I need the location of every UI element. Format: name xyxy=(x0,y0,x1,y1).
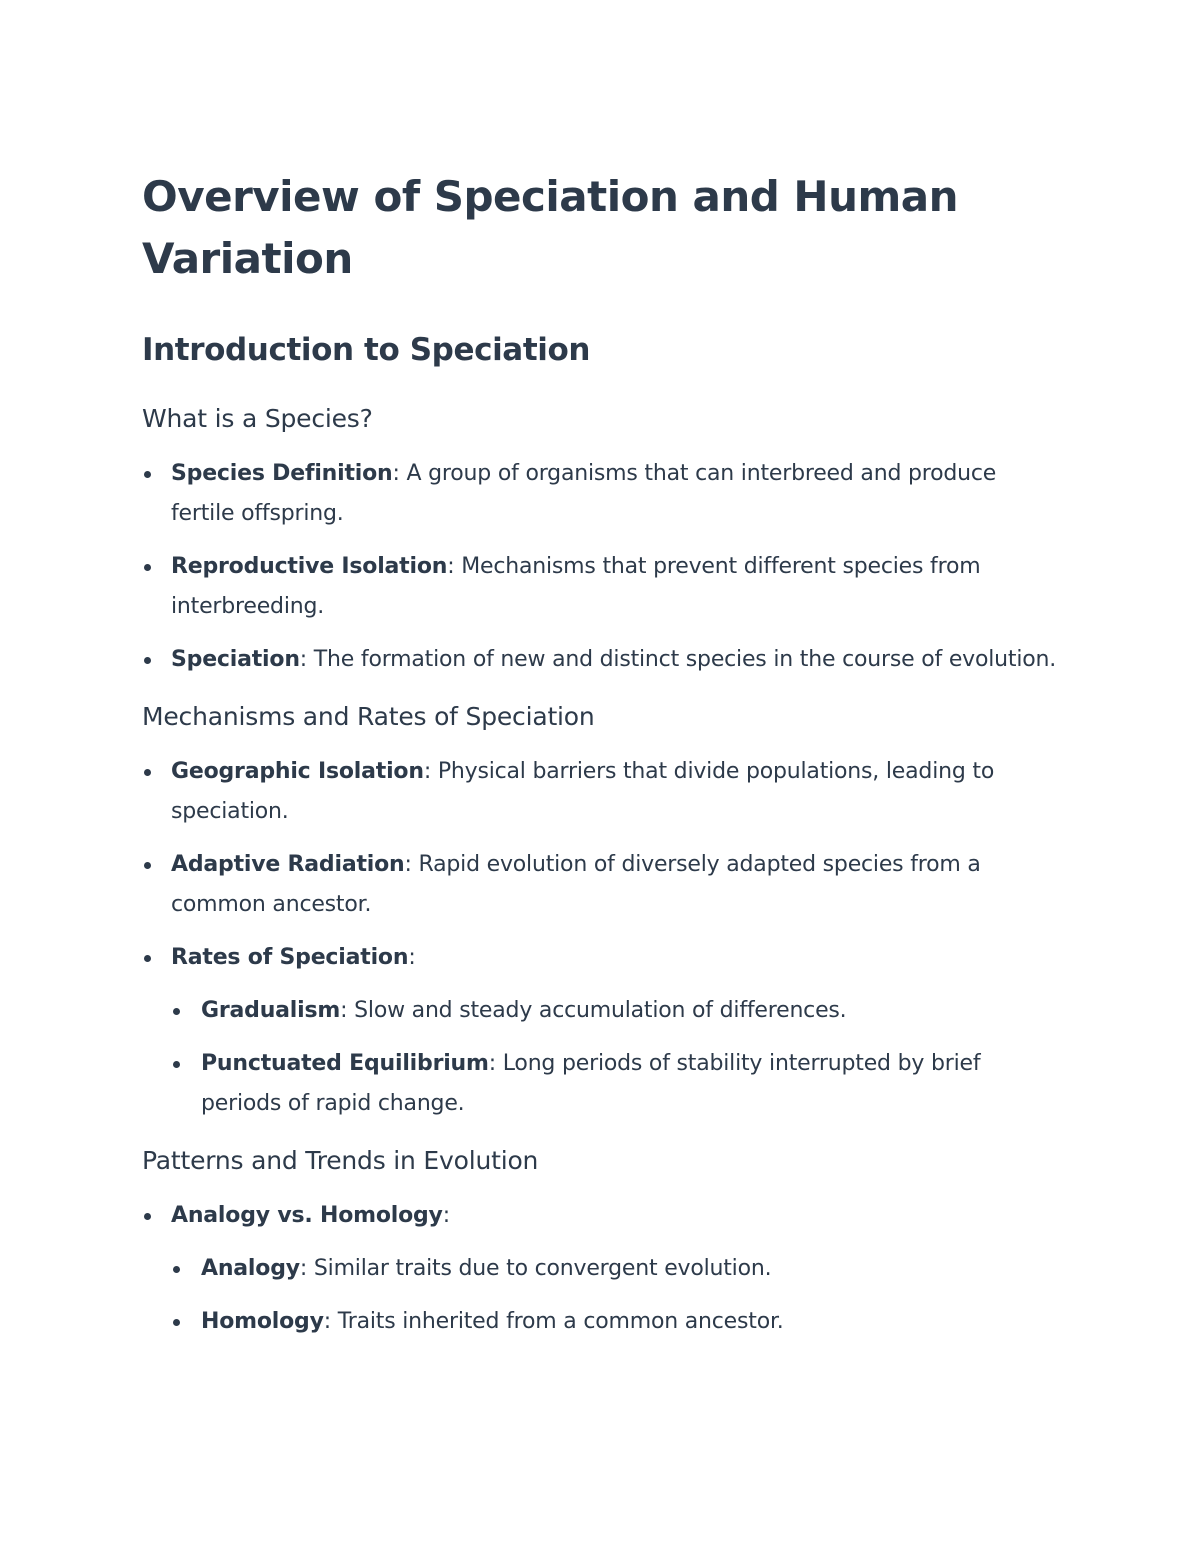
subsection-heading: What is a Species? xyxy=(142,404,373,433)
section-heading: Introduction to Speciation xyxy=(142,332,591,368)
term-separator: : xyxy=(299,1256,308,1281)
bullet-list xyxy=(142,1196,1062,1342)
term-separator: : xyxy=(340,998,348,1023)
term-label: Adaptive Radiation xyxy=(171,852,405,877)
item-text: Traits inherited from a common ancestor. xyxy=(330,1309,784,1334)
subsection-heading: Patterns and Trends in Evolution xyxy=(142,1146,539,1175)
bullet-list xyxy=(142,752,1062,1124)
item-text: The formation of new and distinct species in the course of evolution. xyxy=(307,647,1057,672)
nested-list-item xyxy=(171,1044,1062,1124)
list-item xyxy=(142,547,1062,627)
item-text: Physical barriers that divide populations, leading to speciation. xyxy=(171,759,995,824)
term-separator: : xyxy=(299,647,307,672)
term-separator: : xyxy=(323,1309,331,1334)
document-page xyxy=(142,166,1062,1355)
term-separator: : xyxy=(404,852,412,877)
subsection-heading: Mechanisms and Rates of Speciation xyxy=(142,702,595,731)
term-label: Reproductive Isolation xyxy=(171,554,448,579)
bullet-list xyxy=(142,454,1062,680)
term-label: Analogy xyxy=(201,1256,300,1281)
term-label: Analogy vs. Homology xyxy=(171,1203,443,1228)
term-label: Species Definition xyxy=(171,461,393,486)
list-item xyxy=(142,845,1062,925)
term-separator: : xyxy=(392,461,400,486)
item-text: Rapid evolution of diversely adapted species from a common ancestor. xyxy=(171,852,981,917)
term-label: Gradualism xyxy=(201,998,341,1023)
term-separator: : xyxy=(442,1203,450,1228)
list-item xyxy=(142,938,1062,1124)
term-label: Rates of Speciation xyxy=(171,945,409,970)
list-item xyxy=(142,640,1062,680)
item-text: Mechanisms that prevent different species from interbreeding. xyxy=(171,554,981,619)
nested-bullet-list xyxy=(171,1249,1062,1342)
term-label: Geographic Isolation xyxy=(171,759,424,784)
nested-list-item xyxy=(171,991,1062,1031)
term-label: Speciation xyxy=(171,647,300,672)
nested-list-item xyxy=(171,1249,1062,1289)
term-label: Homology xyxy=(201,1309,324,1334)
list-item xyxy=(142,752,1062,832)
term-separator: : xyxy=(423,759,432,784)
document-title: Overview of Speciation and Human Variation xyxy=(142,172,958,283)
item-text: Long periods of stability interrupted by brief periods of rapid change. xyxy=(201,1051,981,1116)
term-separator: : xyxy=(408,945,416,970)
term-separator: : xyxy=(488,1051,496,1076)
nested-bullet-list xyxy=(171,991,1062,1124)
list-item xyxy=(142,454,1062,534)
item-text: Slow and steady accumulation of differences. xyxy=(347,998,847,1023)
term-separator: : xyxy=(447,554,455,579)
term-label: Punctuated Equilibrium xyxy=(201,1051,489,1076)
list-item xyxy=(142,1196,1062,1342)
item-text: A group of organisms that can interbreed and produce fertile offspring. xyxy=(171,461,997,526)
nested-list-item xyxy=(171,1302,1062,1342)
item-text: Similar traits due to convergent evolution. xyxy=(307,1256,772,1281)
